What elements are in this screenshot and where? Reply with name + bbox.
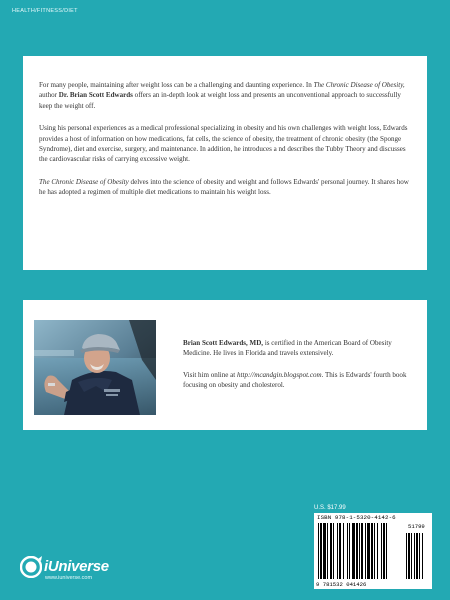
price-addon-code: 51799 [408, 523, 425, 530]
author-panel [23, 300, 427, 430]
barcode-area [314, 505, 432, 589]
description-text: author [39, 91, 59, 100]
description-paragraph-2: Using his personal experiences as a medical professional specializing in obesity and his own challenges with weight loss, Edwards provides a host of information on how medications, fat cells, the science of obesity, the treatment of chronic obesity (the Sponge Syndrome), diet and exercise, surgery, and maintenance. In addition, he introduces a nd describes the Tubby Theory and discusses the cardiovascular risks of carrying excessive weight. [39, 124, 408, 164]
price-label: U.S. $17.99 [314, 505, 346, 511]
bio-paragraph-1 [183, 338, 413, 359]
publisher-url: www.iuniverse.com [45, 575, 93, 581]
isbn-number: ISBN 978-1-5320-4142-6 [317, 514, 396, 521]
book-title-italic: The Chronic Disease of Obesity [39, 177, 129, 186]
book-title-italic: The Chronic Disease of Obesity, [313, 81, 405, 89]
isbn-barcode [314, 513, 432, 589]
publisher-name: iUniverse [44, 558, 109, 575]
barcode-bars [314, 521, 432, 581]
description-text: For many people, maintaining after weight loss can be a challenging and daunting experience. In [39, 81, 314, 89]
bio-paragraph-2 [183, 370, 413, 391]
description-paragraph-1 [39, 80, 411, 111]
author-bio [183, 338, 413, 402]
description-panel [23, 56, 427, 270]
description-text: offers an in-depth look at weight loss and presents an unconventional approach to successfully keep the weight off. [39, 91, 401, 110]
book-description [39, 80, 411, 210]
category-label: HEALTH/FITNESS/DIET [12, 8, 78, 14]
author-name-bold: Brian Scott Edwards, MD, [183, 339, 264, 347]
description-text: delves into the science of obesity and weight and follows Edwards' personal journey. It shares how he has adopted a regimen of multiple diet medications to maintain his weight loss. [39, 177, 409, 197]
author-photo [34, 320, 156, 415]
bio-text: Visit him online at [183, 370, 237, 379]
iuniverse-logo-icon [20, 556, 42, 578]
description-paragraph-3 [39, 177, 411, 198]
bio-text: . This is Edwards' fourth book focusing on obesity and cholesterol. [183, 370, 407, 390]
publisher-logo [20, 553, 160, 587]
bio-text: is certified in the American Board of Obesity Medicine. He lives in Florida and travels extensively. [183, 339, 392, 358]
author-name-bold: Dr. Brian Scott Edwards [58, 91, 133, 100]
author-website-link[interactable]: http://mcandgin.blogspot.com [237, 370, 322, 379]
ean-number: 9 781532 041426 [316, 581, 367, 588]
